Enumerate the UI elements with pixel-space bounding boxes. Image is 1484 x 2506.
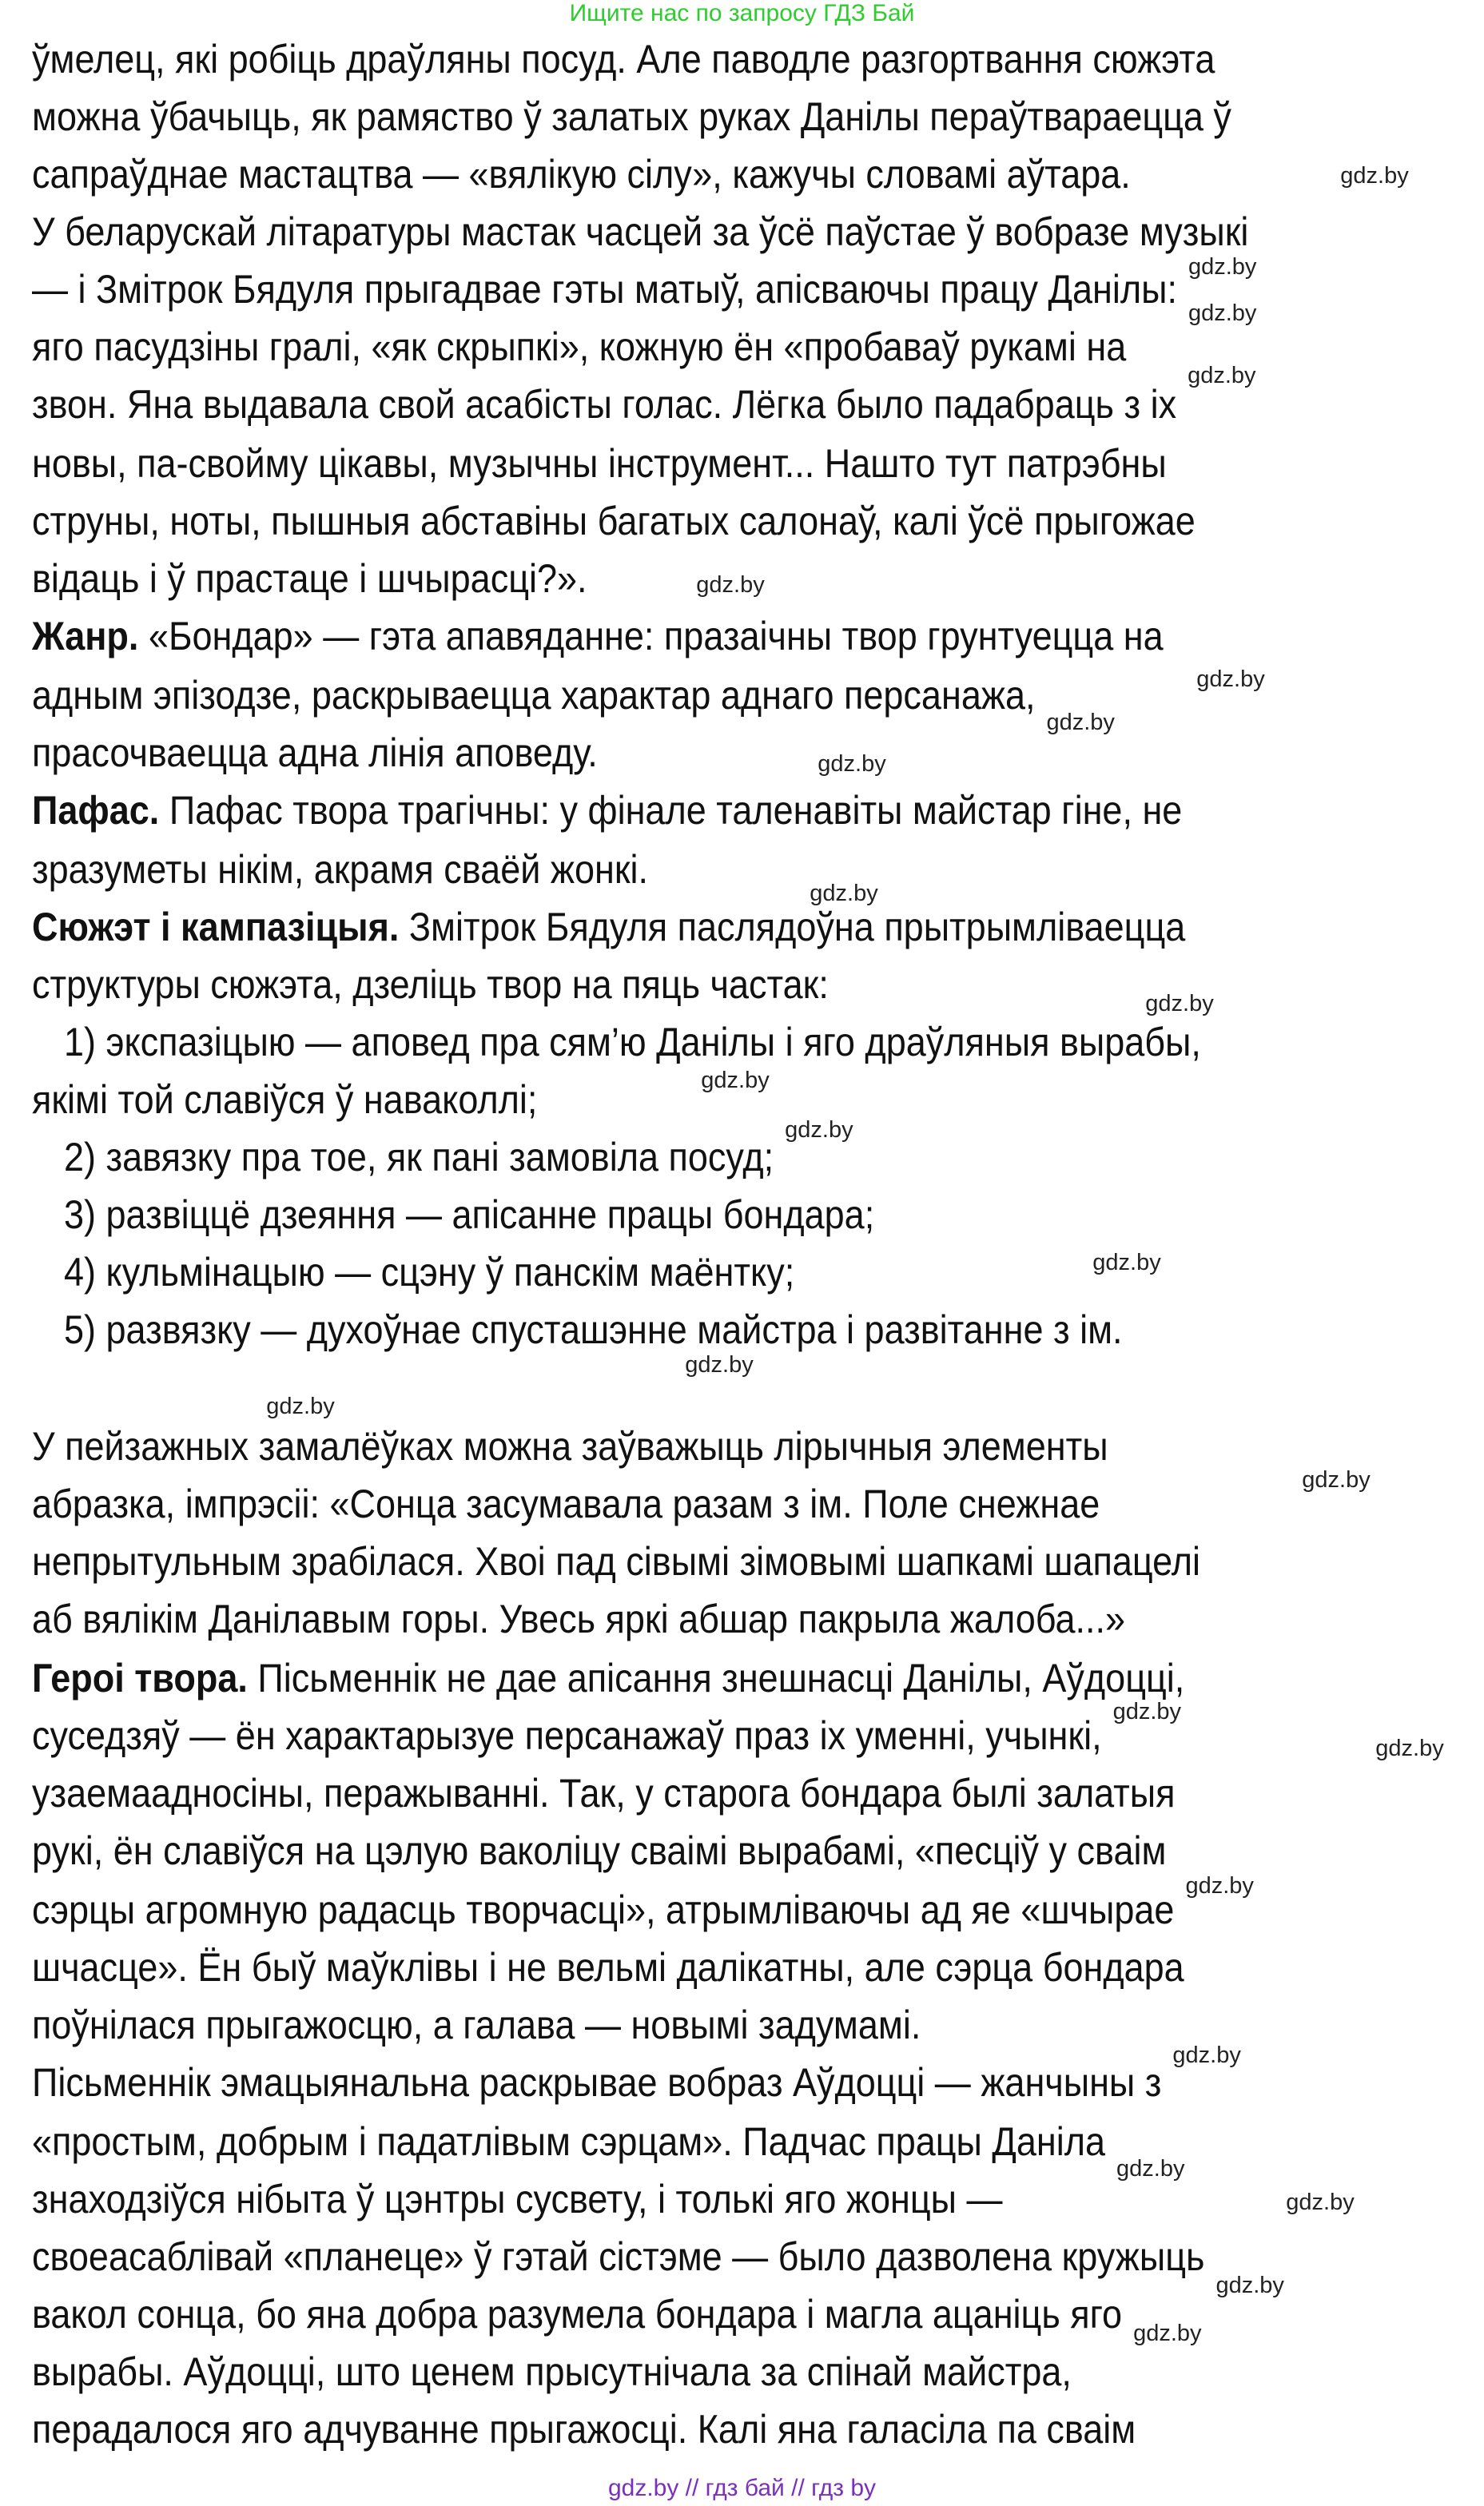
line-text: структуры сюжэта, дзеліць твор на пяць частак: — [32, 962, 829, 1007]
line-text: можна ўбачыць, як рамяство ў залатых руках Данілы пераўтвараецца ў — [32, 94, 1231, 139]
line-text: вырабы. Аўдоцці, што ценем прысутнічала за спінай майстра, — [32, 2349, 1072, 2394]
watermark: gdz.by — [266, 1394, 335, 1419]
search-hint-banner: Ищите нас по запросу ГДЗ Бай — [569, 0, 915, 26]
watermark: gdz.by — [1215, 2273, 1284, 2298]
text-line — [32, 1424, 1108, 1469]
line-text: звон. Яна выдавала свой асабісты голас. Лёгка было падабраць з іх — [32, 382, 1177, 427]
watermark: gdz.by — [1196, 666, 1265, 692]
line-text: 3) развіццё дзеяння — апісанне працы бондара; — [64, 1192, 875, 1237]
line-text: 5) развязку — духоўнае спусташэнне майстра і развітанне з ім. — [64, 1307, 1123, 1352]
line-text: 1) экспазіцыю — аповед пра сям’ю Данілы і яго драўляныя вырабы, — [64, 1020, 1201, 1064]
line-text: Пісьменнік эмацыянальна раскрывае вобраз Аўдоцці — жанчыны з — [32, 2060, 1162, 2105]
text-line — [32, 2407, 1136, 2452]
watermark: gdz.by — [685, 1352, 754, 1378]
text-line — [32, 1482, 1100, 1526]
watermark: gdz.by — [1172, 2043, 1241, 2068]
watermark: gdz.by — [1092, 1250, 1161, 1275]
section-heading: Пафас. — [32, 788, 160, 833]
line-text: знаходзіўся нібыта ў цэнтры сусвету, і толькі яго жонцы — — [32, 2177, 1003, 2222]
line-text: адным эпізодзе, раскрываецца характар аднаго персанажа, — [32, 673, 1036, 718]
text-line — [64, 1135, 774, 1179]
line-text: абразка, імпрэсіі: «Сонца засумавала разам з ім. Поле снежнае — [32, 1482, 1100, 1526]
line-text: Змітрок Бядуля паслядоўна прытрымліваецца — [399, 905, 1186, 949]
text-line — [32, 37, 1215, 82]
watermark: gdz.by — [1188, 300, 1257, 326]
text-line — [32, 556, 587, 601]
watermark: gdz.by — [1286, 2190, 1355, 2215]
line-text: якімі той славіўся ў наваколлі; — [32, 1077, 538, 1122]
line-text: Пісьменнік не дае апісання знешнасці Данілы, Аўдоцці, — [247, 1656, 1185, 1700]
text-line — [32, 614, 1164, 658]
watermark: gdz.by — [1112, 1699, 1182, 1724]
line-text: 4) кульмінацыю — сцэну ў панскім маёнтку; — [64, 1250, 795, 1295]
line-text: зразуметы нікім, акрамя сваёй жонкі. — [32, 847, 649, 892]
line-text: непрытульным зрабілася. Хвоі пад сівымі зімовымі шапкамі шапацелі — [32, 1539, 1200, 1584]
text-line — [32, 382, 1176, 427]
line-text: сэрцы агромную радасць творчасці», атрымліваючы ад яе «шчырае — [32, 1887, 1175, 1932]
text-line — [32, 1828, 1166, 1873]
line-text: перадалося яго адчуванне прыгажосці. Калі яна галасіла па сваім — [32, 2407, 1136, 2452]
watermark: gdz.by — [1188, 254, 1257, 280]
line-text: «простым, добрым і падатлівым сэрцам». Падчас працы Даніла — [32, 2119, 1106, 2164]
watermark: gdz.by — [810, 881, 878, 906]
text-line — [32, 2060, 1161, 2105]
text-line — [32, 2119, 1105, 2164]
line-text: узаемаадносіны, перажыванні. Так, у старога бондара былі залатыя — [32, 1771, 1176, 1816]
section-heading: Сюжэт і кампазіцыя. — [32, 905, 400, 949]
watermark: gdz.by — [818, 751, 886, 777]
watermark: gdz.by — [1302, 1467, 1371, 1493]
text-line — [64, 1250, 794, 1295]
watermark: gdz.by — [1116, 2156, 1185, 2182]
text-line — [32, 1887, 1174, 1932]
line-text: струны, ноты, пышныя абставіны багатых салонаў, калі ўсё прыгожае — [32, 499, 1196, 543]
text-line — [32, 1713, 1102, 1758]
line-text: шчасце». Ён быў маўклівы і не вельмі далікатны, але сэрца бондара — [32, 1945, 1184, 1990]
text-line — [32, 499, 1196, 543]
line-text: Пафас твора трагічны: у фінале таленавіты майстар гіне, не — [159, 788, 1183, 833]
text-line — [32, 267, 1177, 312]
line-text: яго пасудзіны гралі, «як скрыпкі», кожную ён «пробаваў рукамі на — [32, 324, 1127, 369]
line-text: вакол сонца, бо яна добра разумела бондара і магла ацаніць яго — [32, 2292, 1123, 2337]
line-text: ўмелец, які робіць драўляны посуд. Але паводле разгортвання сюжэта — [32, 37, 1215, 82]
text-line — [32, 152, 1131, 197]
text-line — [32, 1597, 1125, 1641]
line-text: прасочваецца адна лінія аповеду. — [32, 730, 598, 775]
text-line — [32, 2349, 1072, 2394]
line-text: 2) завязку пра тое, як пані замовіла посуд; — [64, 1135, 774, 1179]
text-line — [32, 2234, 1204, 2279]
text-line — [32, 324, 1126, 369]
footer-links[interactable]: gdz.by // гдз бай // гдз by — [607, 2475, 877, 2501]
watermark: gdz.by — [1188, 363, 1256, 388]
text-line — [64, 1192, 874, 1237]
watermark: gdz.by — [696, 572, 765, 598]
text-line — [32, 1539, 1200, 1584]
line-text: відаць і ў прастаце і шчырасці?». — [32, 556, 587, 601]
text-line — [32, 788, 1182, 833]
text-line — [32, 847, 648, 892]
line-text: — і Змітрок Бядуля прыгадвае гэты матыў, апісваючы працу Данілы: — [32, 267, 1177, 312]
text-line — [32, 94, 1231, 139]
watermark: gdz.by — [701, 1068, 770, 1093]
text-line — [32, 2292, 1122, 2337]
line-text: У пейзажных замалёўках можна заўважыць лірычныя элементы — [32, 1424, 1108, 1469]
text-line — [32, 905, 1185, 949]
text-line — [32, 2177, 1002, 2222]
line-text: новы, па-свойму цікавы, музычны інструмент... Нашто тут патрэбны — [32, 441, 1167, 486]
text-line — [32, 2003, 921, 2047]
section-heading: Героі твора. — [32, 1656, 248, 1700]
text-line — [32, 1945, 1184, 1990]
text-line — [32, 209, 1248, 254]
text-line — [32, 441, 1167, 486]
line-text: У беларускай літаратуры мастак часцей за ўсё паўстае ў вобразе музыкі — [32, 209, 1249, 254]
text-line — [32, 1077, 537, 1122]
line-text: рукі, ён славіўся на цэлую ваколіцу сваімі вырабамі, «песціў у сваім — [32, 1828, 1167, 1873]
watermark: gdz.by — [1340, 163, 1409, 189]
line-text: аб вялікім Данілавым горы. Увесь яркі абшар пакрыла жалоба...» — [32, 1597, 1126, 1641]
watermark: gdz.by — [785, 1117, 853, 1143]
watermark: gdz.by — [1145, 991, 1214, 1016]
text-line — [32, 730, 598, 775]
watermark: gdz.by — [1375, 1736, 1444, 1761]
text-line — [64, 1307, 1123, 1352]
section-heading: Жанр. — [32, 614, 139, 658]
text-line — [32, 1656, 1184, 1700]
watermark: gdz.by — [1133, 2321, 1202, 2346]
line-text: «Бондар» — гэта апавяданне: празаічны твор грунтуецца на — [138, 614, 1164, 658]
line-text: поўнілася прыгажосцю, а галава — новымі задумамі. — [32, 2003, 921, 2047]
text-line — [32, 962, 829, 1007]
line-text: сапраўднае мастацтва — «вялікую сілу», кажучы словамі аўтара. — [32, 152, 1131, 197]
text-line — [32, 1771, 1176, 1816]
text-line — [64, 1020, 1201, 1064]
watermark: gdz.by — [1046, 710, 1115, 735]
line-text: суседзяў — ён характарызуе персанажаў праз іх уменні, учынкі, — [32, 1713, 1102, 1758]
watermark: gdz.by — [1185, 1873, 1254, 1899]
text-line — [32, 673, 1035, 718]
line-text: своеасаблівай «планеце» ў гэтай сістэме — было дазволена кружыць — [32, 2234, 1205, 2279]
